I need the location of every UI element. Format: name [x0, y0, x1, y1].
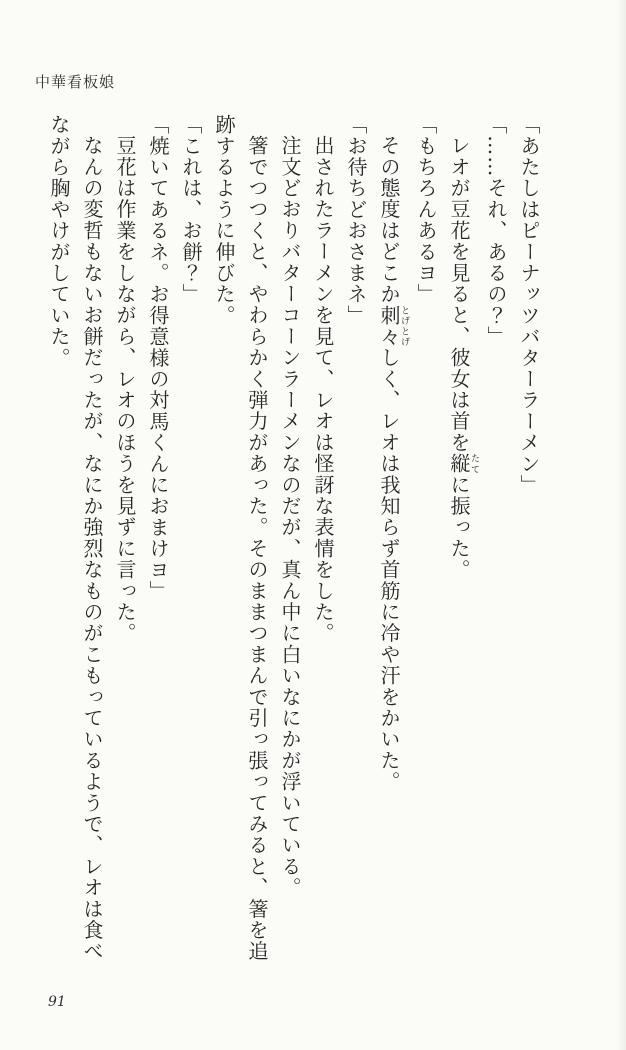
ruby-annotated-text: 刺々とげとげ: [377, 304, 409, 348]
text-line: [207, 114, 240, 966]
text-line: [42, 114, 75, 966]
text-line: [442, 114, 479, 966]
text-run: その態度はどこか: [377, 135, 401, 305]
text-run: 「……それ、あるの？」: [484, 114, 508, 348]
text-run: 跡するように伸びた。: [212, 114, 236, 326]
text-line: [512, 114, 545, 966]
text-run: 出されたラーメンを見て、レオは怪訝な表情をした。: [311, 135, 335, 644]
text-run: 「焼いてあるネ。お得意様の対馬くんにおまけヨ」: [146, 114, 170, 602]
text-run: 箸でつつくと、やわらかく弾力があった。そのままつまんで引っ張ってみると、箸を追: [245, 135, 269, 962]
text-line: [372, 114, 409, 966]
text-line: [479, 114, 512, 966]
text-run: 「あたしはピーナッツバターラーメン」: [517, 114, 541, 496]
text-run: 「もちろんあるヨ」: [414, 114, 438, 305]
page-number: 91: [48, 994, 66, 1010]
text-line: [75, 114, 108, 966]
text-run: しく、レオは我知らず首筋に冷や汗をかいた。: [377, 347, 401, 793]
ruby-annotated-text: 縦たて: [447, 453, 479, 475]
text-line: [339, 114, 372, 966]
text-run: なんの変哲もないお餅だったが、なにか強烈なものがこもっているようで、レオは食べ: [80, 135, 104, 962]
text-line: [240, 114, 273, 966]
body-text: [42, 114, 545, 966]
text-line: [141, 114, 174, 966]
text-run: レオが豆花を見ると、彼女は首を: [447, 135, 471, 453]
text-line: [108, 114, 141, 966]
text-line: [306, 114, 339, 966]
text-line: [174, 114, 207, 966]
text-run: 豆花は作業をしながら、レオのほうを見ずに言った。: [113, 135, 137, 644]
text-run: ながら胸やけがしていた。: [47, 114, 71, 369]
text-line: [273, 114, 306, 966]
text-run: に振った。: [447, 474, 471, 581]
text-line: [409, 114, 442, 966]
running-head-title: 中華看板娘: [35, 73, 116, 91]
text-run: 「これは、お餅？」: [179, 114, 203, 305]
text-run: 「お待ちどおさまネ」: [344, 114, 368, 326]
text-run: 注文どおりバターコーンラーメンなのだが、真ん中に白いなにかが浮いている。: [278, 135, 302, 899]
